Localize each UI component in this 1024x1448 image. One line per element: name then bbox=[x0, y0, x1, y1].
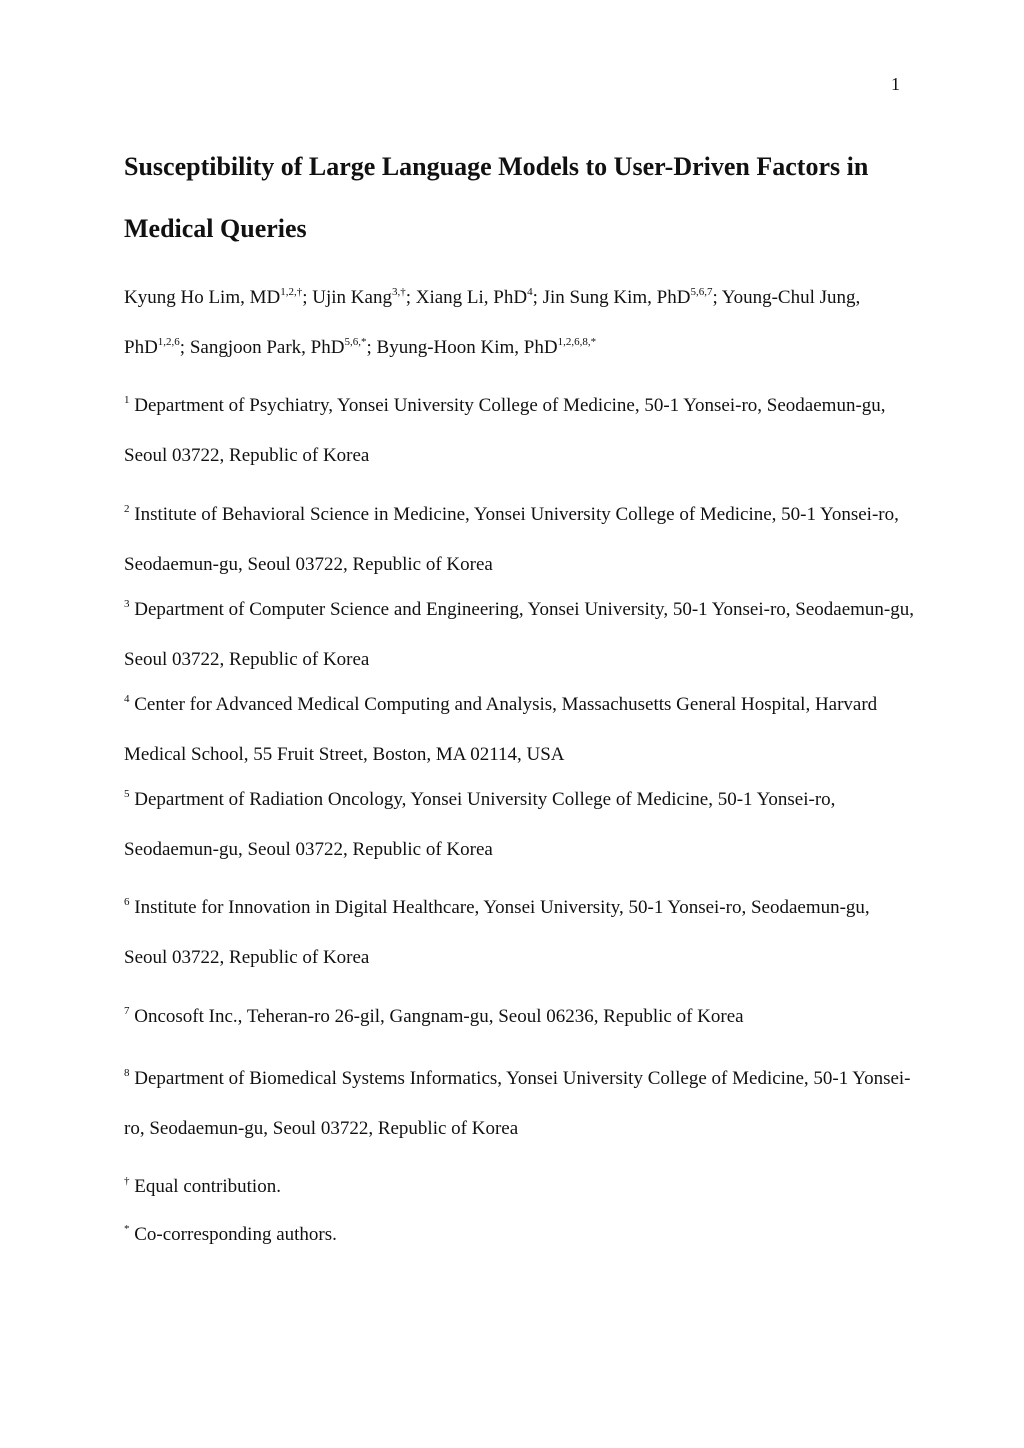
author-name: Xiang Li, PhD bbox=[415, 287, 528, 308]
equal-contribution-note bbox=[124, 1163, 914, 1213]
author-affiliation-marks: 3,† bbox=[391, 286, 406, 298]
affiliation-8 bbox=[124, 1055, 914, 1152]
affiliation-text: Department of Computer Science and Engineering, Yonsei University, 50-1 Yonsei-ro, Seodaemun-gu, Seoul 03722, Republic of Korea bbox=[124, 599, 914, 670]
affiliation-6 bbox=[124, 884, 914, 981]
affiliation-text: Institute for Innovation in Digital Healthcare, Yonsei University, 50-1 Yonsei-ro, Seodaemun-gu, Seoul 03722, Republic of Korea bbox=[124, 897, 870, 968]
author-separator: ; bbox=[302, 287, 313, 308]
author-name: Sangjoon Park, PhD bbox=[189, 337, 345, 358]
affiliation-5 bbox=[124, 776, 914, 873]
affiliation-mark: 2 bbox=[124, 503, 130, 515]
affiliation-text: Department of Biomedical Systems Informatics, Yonsei University College of Medicine, 50-1 Yonsei-ro, Seodaemun-gu, Seoul 03722, Republic of Korea bbox=[124, 1068, 911, 1139]
author-separator: ; bbox=[366, 337, 377, 358]
affiliation-mark: 8 bbox=[124, 1067, 130, 1079]
author-name: Young-Chul Jung, PhD bbox=[124, 287, 861, 358]
affiliation-mark: 4 bbox=[124, 693, 130, 705]
note-mark: * bbox=[124, 1223, 130, 1235]
affiliation-text: Department of Psychiatry, Yonsei University College of Medicine, 50-1 Yonsei-ro, Seodaemun-gu, Seoul 03722, Republic of Korea bbox=[124, 395, 886, 466]
affiliation-mark: 5 bbox=[124, 788, 130, 800]
author-affiliation-marks: 1,2,6,8,* bbox=[557, 336, 597, 348]
affiliation-text: Department of Radiation Oncology, Yonsei University College of Medicine, 50-1 Yonsei-ro, Seodaemun-gu, Seoul 03722, Republic of Korea bbox=[124, 789, 836, 860]
affiliation-mark: 7 bbox=[124, 1005, 130, 1017]
author-name: Jin Sung Kim, PhD bbox=[542, 287, 691, 308]
author-name: Ujin Kang bbox=[312, 287, 392, 308]
affiliation-4 bbox=[124, 681, 914, 778]
author-separator: ; bbox=[712, 287, 722, 308]
author-affiliation-marks: 1,2,† bbox=[280, 286, 303, 298]
author-separator: ; bbox=[405, 287, 416, 308]
corresponding-author-note bbox=[124, 1211, 914, 1261]
author-affiliation-marks: 1,2,6 bbox=[157, 336, 180, 348]
author-affiliation-marks: 5,6,7 bbox=[690, 286, 713, 298]
affiliation-mark: 3 bbox=[124, 598, 130, 610]
affiliation-7 bbox=[124, 993, 914, 1043]
note-text: Co-corresponding authors. bbox=[134, 1224, 337, 1245]
affiliation-text: Oncosoft Inc., Teheran-ro 26-gil, Gangnam-gu, Seoul 06236, Republic of Korea bbox=[134, 1006, 744, 1027]
author-affiliation-marks: 5,6,* bbox=[344, 336, 367, 348]
author-separator: ; bbox=[532, 287, 543, 308]
author-separator: ; bbox=[179, 337, 190, 358]
affiliation-3 bbox=[124, 586, 914, 683]
affiliation-mark: 6 bbox=[124, 896, 130, 908]
note-text: Equal contribution. bbox=[134, 1176, 281, 1197]
note-mark: † bbox=[124, 1175, 130, 1187]
affiliation-2 bbox=[124, 491, 914, 588]
affiliation-1 bbox=[124, 382, 914, 479]
affiliation-text: Center for Advanced Medical Computing and Analysis, Massachusetts General Hospital, Harvard Medical School, 55 Fruit Street, Boston, MA 02114, USA bbox=[124, 694, 878, 765]
paper-title: Susceptibility of Large Language Models to User-Driven Factors in Medical Queries bbox=[124, 152, 869, 243]
author-affiliation-marks: 4 bbox=[527, 286, 533, 298]
author-name: Kyung Ho Lim, MD bbox=[124, 287, 281, 308]
affiliation-mark: 1 bbox=[124, 394, 130, 406]
author-list bbox=[124, 274, 904, 374]
affiliation-text: Institute of Behavioral Science in Medicine, Yonsei University College of Medicine, 50-1 Yonsei-ro, Seodaemun-gu, Seoul 03722, Republic of Korea bbox=[124, 504, 899, 575]
author-name: Byung-Hoon Kim, PhD bbox=[376, 337, 558, 358]
page-number: 1 bbox=[891, 74, 900, 94]
